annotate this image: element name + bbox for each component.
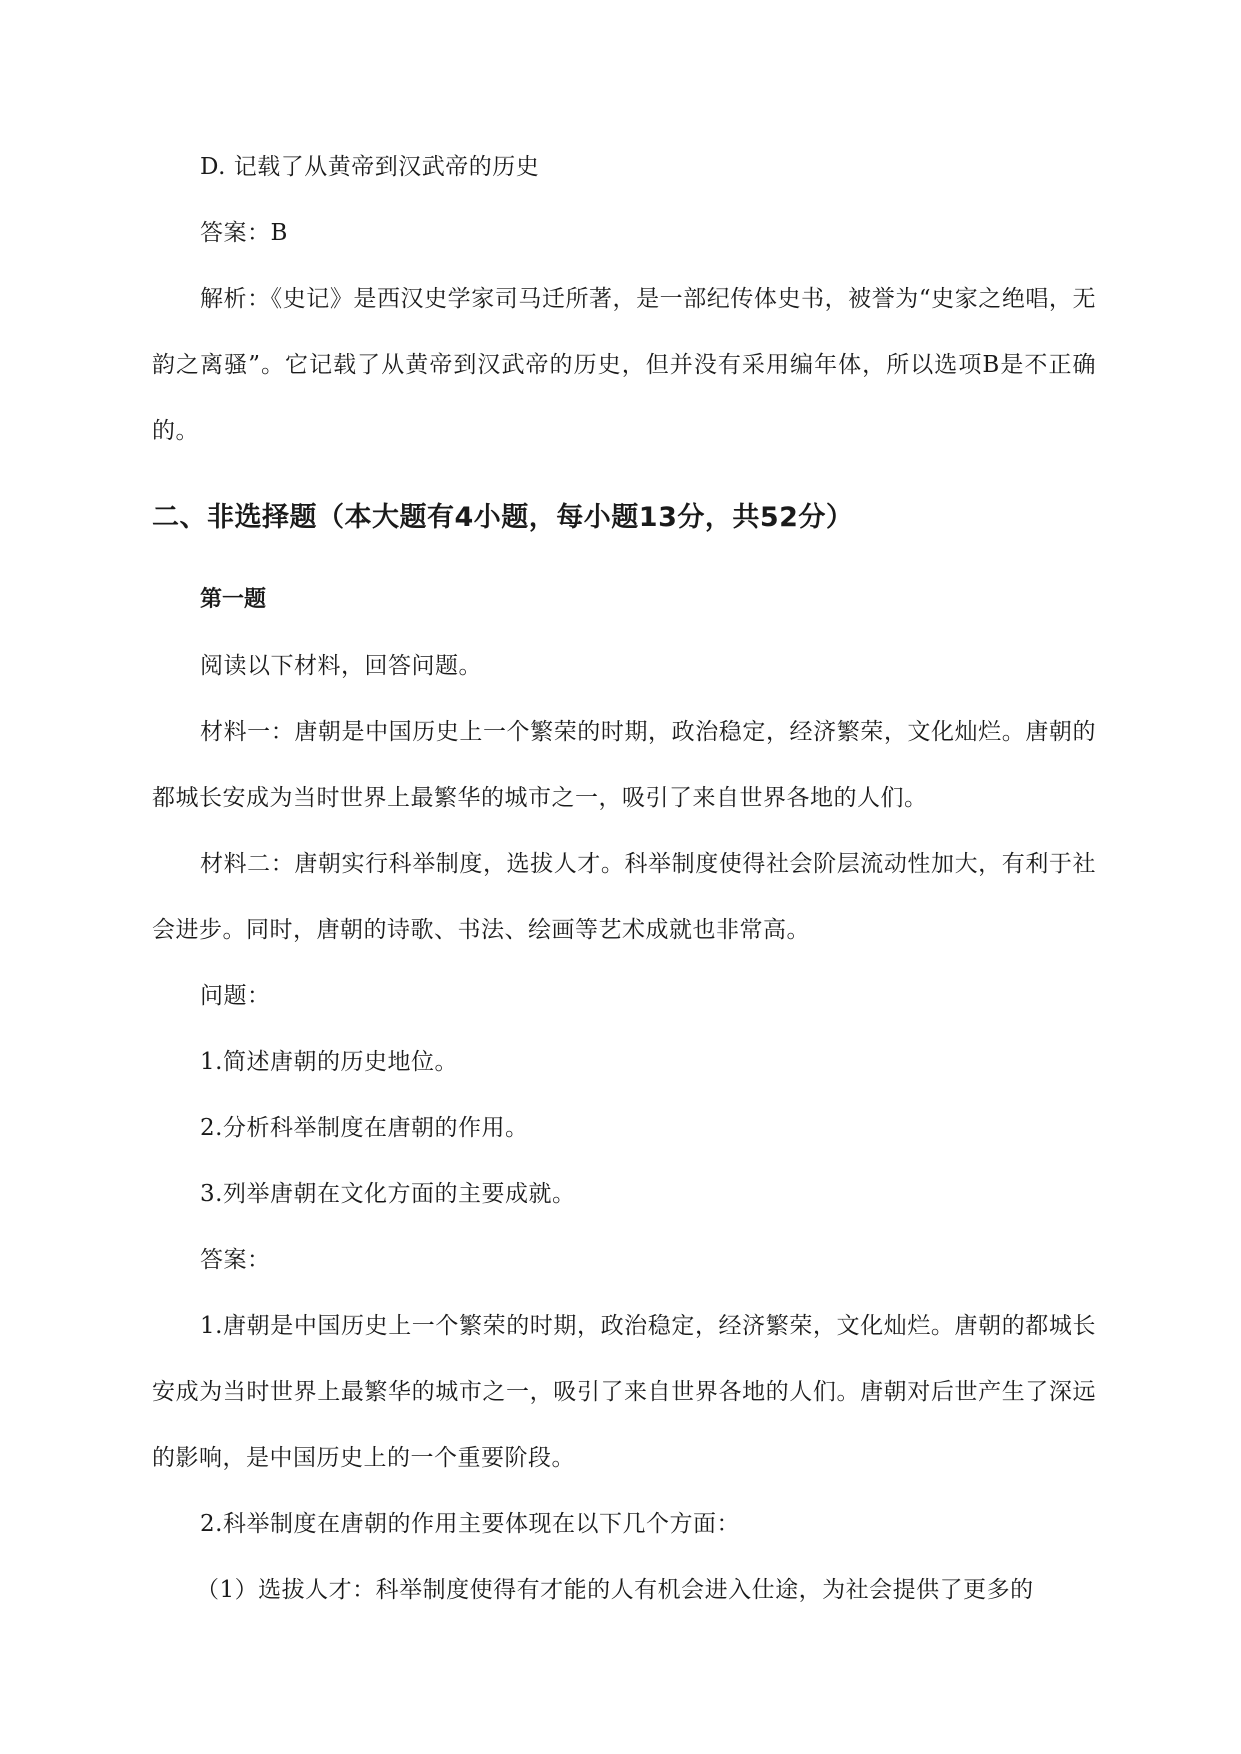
material-two: 材料二：唐朝实行科举制度，选拔人才。科举制度使得社会阶层流动性加大，有利于社会进步。同时，唐朝的诗歌、书法、绘画等艺术成就也非常高。 xyxy=(152,851,1096,943)
question-item: 3.列举唐朝在文化方面的主要成就。 xyxy=(200,1181,576,1207)
answer-item: 2.科举制度在唐朝的作用主要体现在以下几个方面： xyxy=(200,1511,740,1537)
answer-item: 1.唐朝是中国历史上一个繁荣的时期，政治稳定，经济繁荣，文化灿烂。唐朝的都城长安成为当时世界上最繁华的城市之一，吸引了来自世界各地的人们。唐朝对后世产生了深远的影响，是中国历史上的一个重要阶段。 xyxy=(152,1313,1096,1471)
section-heading: 二、非选择题（本大题有4小题，每小题13分，共52分） xyxy=(152,502,854,533)
option-d: D. 记载了从黄帝到汉武帝的历史 xyxy=(200,154,540,180)
question-prompt: 阅读以下材料，回答问题。 xyxy=(200,653,482,679)
answer-label: 答案： xyxy=(200,1247,271,1273)
answer-subitem: （1）选拔人才：科举制度使得有才能的人有机会进入仕途，为社会提供了更多的 xyxy=(196,1577,1034,1603)
answer-line: 答案：B xyxy=(200,220,288,246)
material-one: 材料一：唐朝是中国历史上一个繁荣的时期，政治稳定，经济繁荣，文化灿烂。唐朝的都城长安成为当时世界上最繁华的城市之一，吸引了来自世界各地的人们。 xyxy=(152,719,1096,811)
analysis-paragraph: 解析：《史记》是西汉史学家司马迁所著，是一部纪传体史书，被誉为“史家之绝唱，无韵之离骚”。它记载了从黄帝到汉武帝的历史，但并没有采用编年体，所以选项B是不正确的。 xyxy=(152,286,1096,444)
questions-label: 问题： xyxy=(200,983,271,1009)
question-title: 第一题 xyxy=(200,587,267,612)
question-item: 2.分析科举制度在唐朝的作用。 xyxy=(200,1115,529,1141)
question-item: 1.简述唐朝的历史地位。 xyxy=(200,1049,458,1075)
